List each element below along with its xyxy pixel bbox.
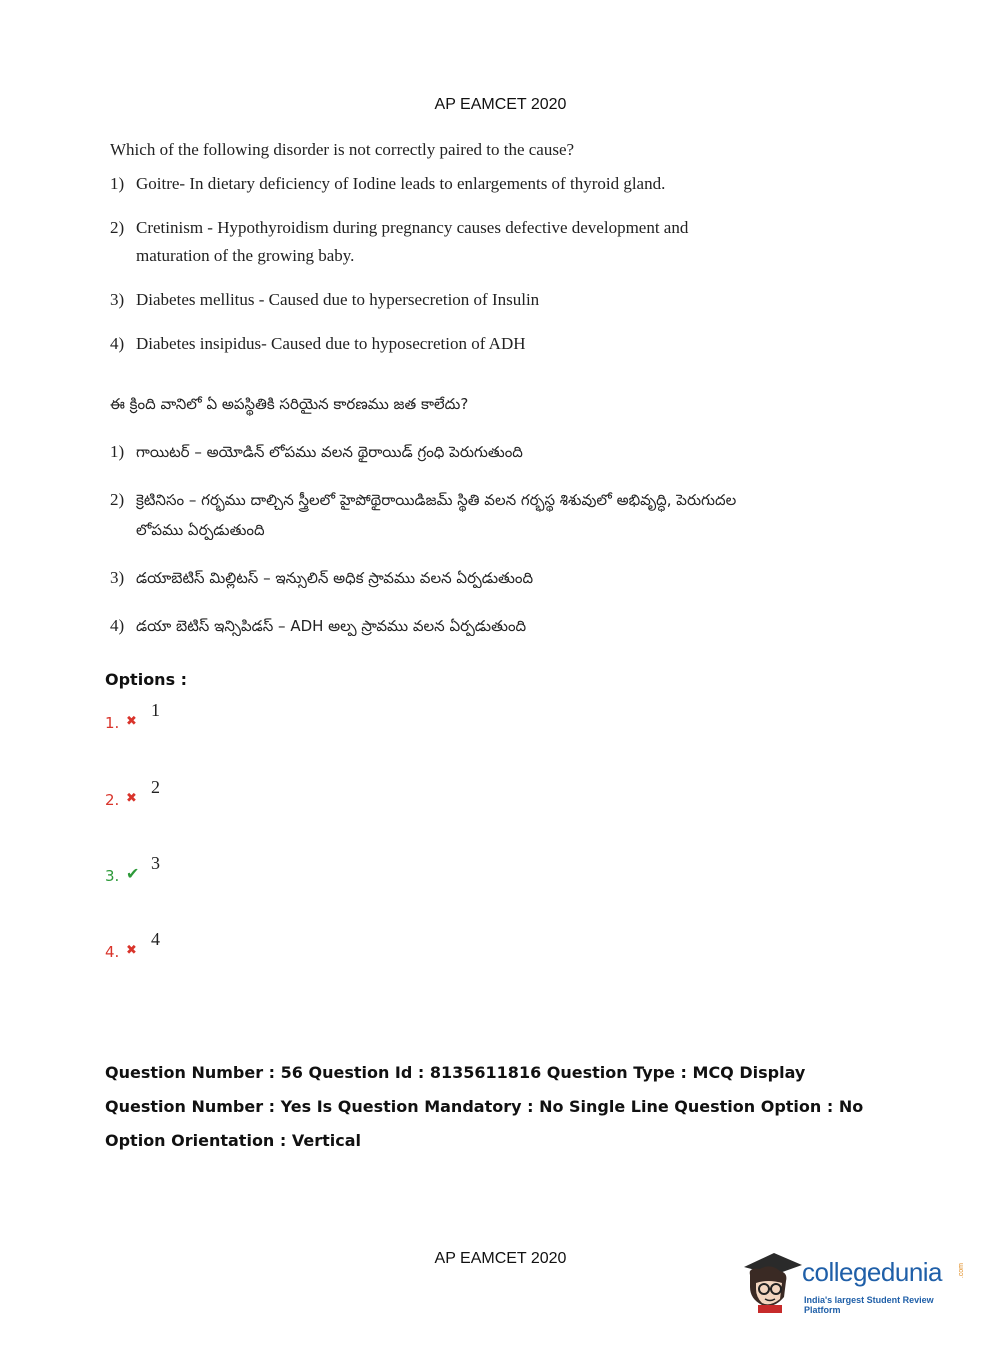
option-text: గాయిటర్ – అయోడిన్ లోపము వలన థైరాయిడ్ గ్రంధి పెరుగుతుంది [136,443,523,461]
option-number: 3) [110,568,125,587]
question-stem-en: Which of the following disorder is not correctly paired to the cause? [110,140,575,159]
cross-icon: ✖ [126,942,137,957]
question-stem-te: ఈ క్రింది వానిలో ఏ అపస్థితికి సరియైన కారణము జత కాలేదు? [110,395,469,413]
page-footer-title: AP EAMCET 2020 [434,1250,567,1267]
option-text: Cretinism - Hypothyroidism during pregnancy causes defective development and maturation of the growing baby. [136,218,689,265]
check-icon: ✔ [126,866,140,883]
option-text: డయాబెటిస్ మిల్లిటస్ – ఇన్సులిన్ అధిక స్రావము వలన ఏర్పడుతుంది [136,569,534,587]
option-te-1 [110,437,750,467]
collegedunia-logo [740,1245,970,1315]
option-te-3 [110,563,750,593]
option-number: 2) [110,490,125,509]
option-en-3 [110,286,730,314]
option-en-4 [110,330,730,358]
option-te-2 [110,485,750,545]
option-text: Diabetes insipidus- Caused due to hyposecretion of ADH [136,334,526,353]
option-number: 4) [110,616,125,635]
answer-option-value: 3 [151,853,160,873]
cross-icon: ✖ [126,790,137,805]
answer-option-index: 3. [105,867,120,885]
page-header-title: AP EAMCET 2020 [434,96,567,113]
question-telugu [110,395,750,659]
option-en-1 [110,170,730,198]
option-text: Diabetes mellitus - Caused due to hypersecretion of Insulin [136,290,540,309]
options-heading: Options : [105,670,188,689]
cross-icon: ✖ [126,713,137,728]
logo-tagline: India's largest Student Review Platform [804,1295,934,1315]
mascot-icon [740,1245,804,1315]
answer-option-index: 2. [105,791,120,809]
option-number: 2) [110,218,125,237]
question-metadata: Question Number : 56 Question Id : 8135611816 Question Type : MCQ Display Question Number : Yes Is Question Mandatory : No Single Line Question Option : No Option Orientation : Vertical [105,1063,864,1150]
option-number: 1) [110,442,125,461]
answer-option-value: 4 [151,929,160,949]
option-text: Goitre- In dietary deficiency of Iodine leads to enlargements of thyroid gland. [136,174,666,193]
answer-option-index: 4. [105,943,120,961]
logo-brand-text: collegedunia [802,1257,943,1287]
answer-option-value: 1 [151,700,160,720]
answer-option-index: 1. [105,714,120,732]
answer-option-value: 2 [151,777,160,797]
option-text: డయా బెటిస్ ఇన్సిపిడస్ – ADH అల్ప స్రావము వలన ఏర్పడుతుంది [136,617,527,635]
logo-suffix: .com [958,1263,965,1279]
option-te-4 [110,611,750,641]
question-english [110,140,730,374]
option-text: క్రెటినిసం – గర్భము దాల్చిన స్త్రీలలో హైపోథైరాయిడిజమ్ స్థితి వలన గర్భస్థ శిశువులో అభివృద్ధి, పెరుగుదల లోపము ఏర్పడుతుంది [136,491,737,539]
option-number: 4) [110,334,125,353]
option-number: 3) [110,290,125,309]
option-en-2 [110,214,730,270]
option-number: 1) [110,174,125,193]
